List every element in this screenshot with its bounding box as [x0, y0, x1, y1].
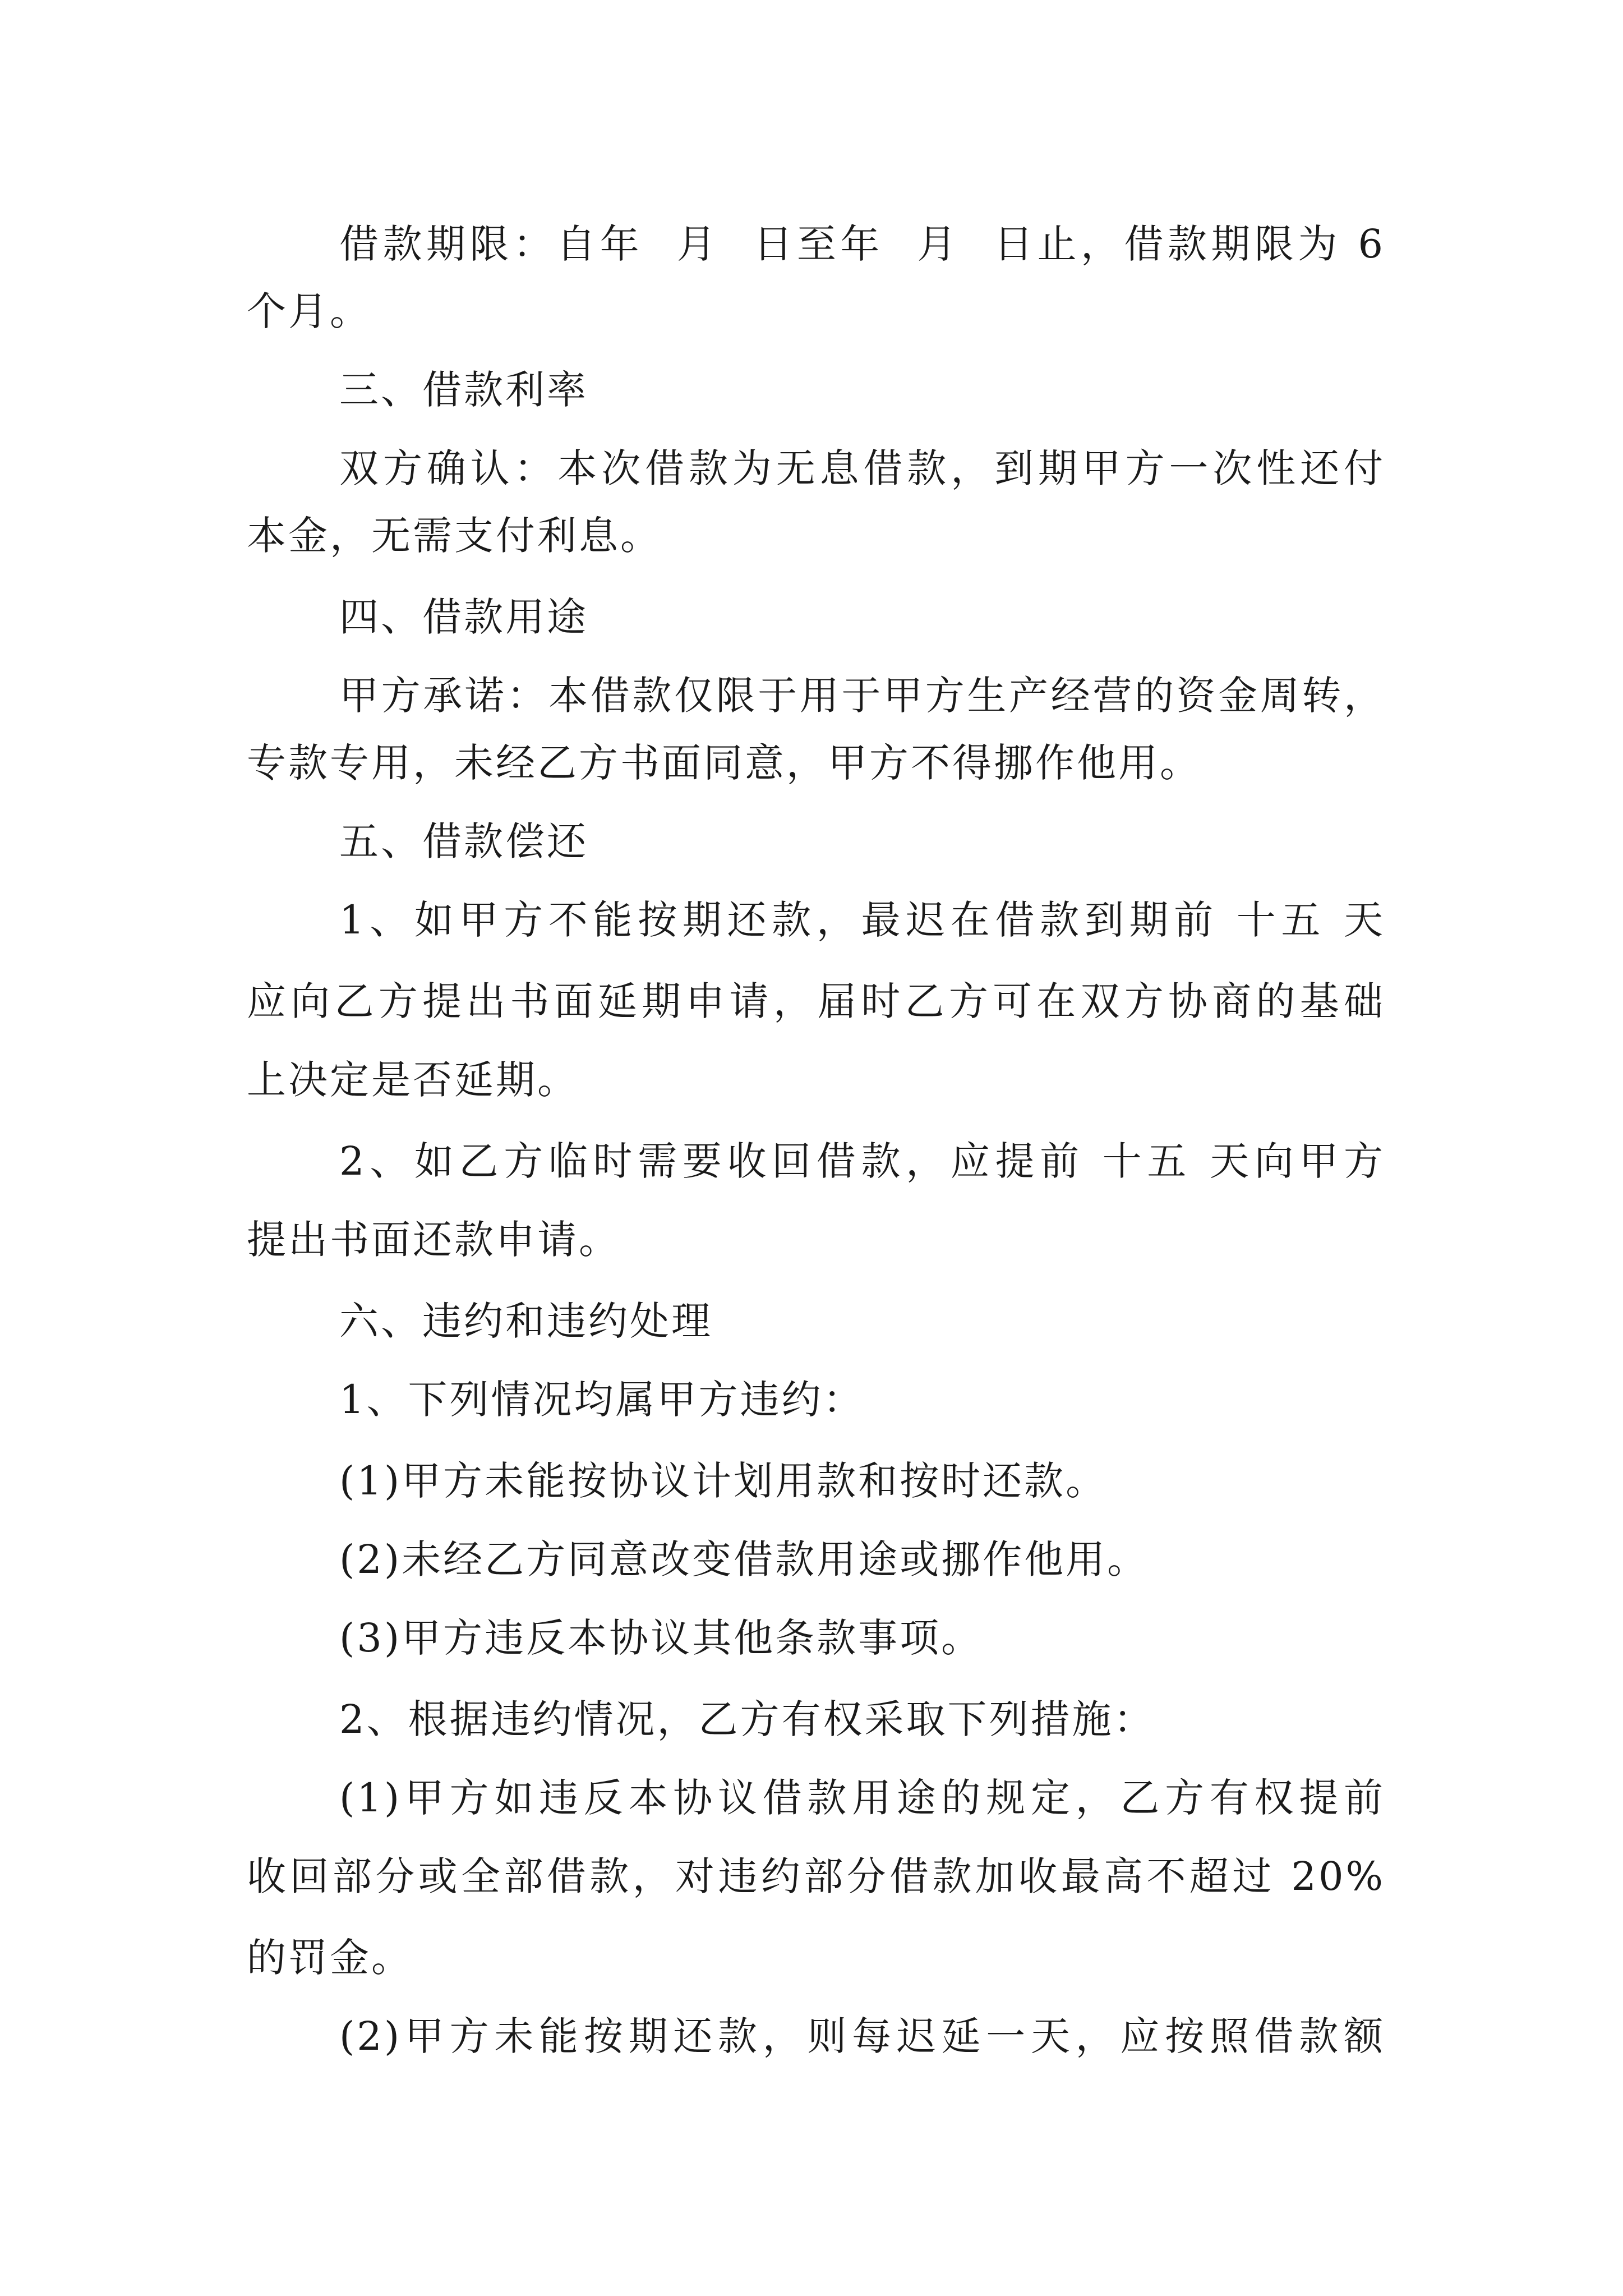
paragraph-line: 2、如乙方临时需要收回借款，应提前 十五 天向甲方	[339, 1138, 1385, 1184]
paragraph-line: 双方确认：本次借款为无息借款，到期甲方一次性还付	[339, 445, 1385, 491]
paragraph-line: 上决定是否延期。	[247, 1057, 579, 1103]
paragraph-line: 本金，无需支付利息。	[247, 513, 662, 559]
section-heading: 四、借款用途	[339, 594, 588, 640]
section-heading: 五、借款偿还	[339, 818, 588, 864]
paragraph-line: 甲方承诺：本借款仅限于用于甲方生产经营的资金周转，	[339, 673, 1385, 719]
paragraph-line: 的罚金。	[247, 1935, 413, 1981]
paragraph-line: (2)未经乙方同意改变借款用途或挪作他用。	[339, 1536, 1149, 1582]
paragraph-line: 提出书面还款申请。	[247, 1217, 620, 1263]
section-heading: 六、违约和违约处理	[339, 1298, 713, 1344]
paragraph-line: 2、根据违约情况，乙方有权采取下列措施：	[339, 1696, 1155, 1742]
paragraph-line: 个月。	[247, 288, 371, 334]
paragraph-line: 1、下列情况均属甲方违约：	[339, 1377, 865, 1423]
paragraph-line: 应向乙方提出书面延期申请，届时乙方可在双方协商的基础	[247, 978, 1385, 1024]
paragraph-line: (3)甲方违反本协议其他条款事项。	[339, 1615, 983, 1661]
paragraph-line: 专款专用，未经乙方书面同意，甲方不得挪作他用。	[247, 740, 1201, 786]
paragraph-line: 1、如甲方不能按期还款，最迟在借款到期前 十五 天	[339, 897, 1385, 943]
paragraph-line: (1)甲方未能按协议计划用款和按时还款。	[339, 1458, 1108, 1504]
paragraph-line: 借款期限：自年 月 日至年 月 日止，借款期限为 6	[339, 221, 1385, 267]
section-heading: 三、借款利率	[339, 367, 588, 413]
paragraph-line: (2)甲方未能按期还款，则每迟延一天，应按照借款额	[339, 2013, 1385, 2059]
paragraph-line: 收回部分或全部借款，对违约部分借款加收最高不超过 20%	[247, 1853, 1385, 1899]
paragraph-line: (1)甲方如违反本协议借款用途的规定，乙方有权提前	[339, 1775, 1385, 1821]
